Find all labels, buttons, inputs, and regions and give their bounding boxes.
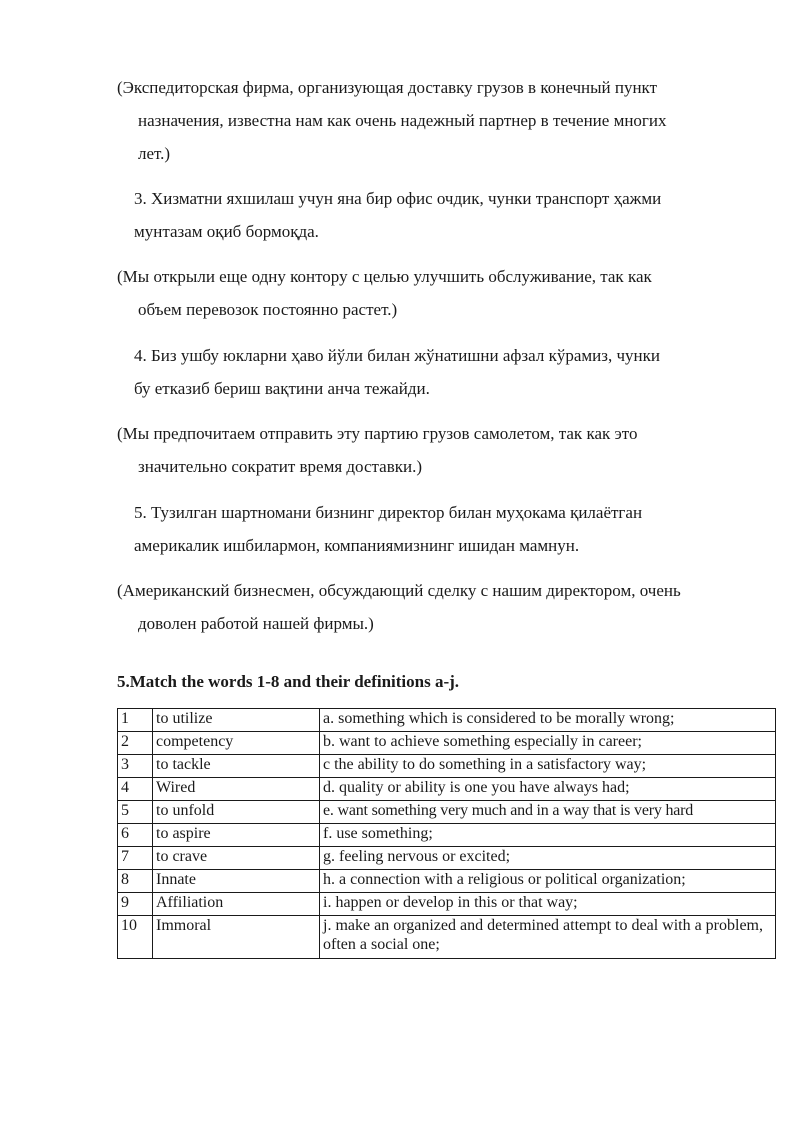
term-cell: competency <box>153 732 320 755</box>
term-cell: Innate <box>153 870 320 893</box>
table-row <box>118 709 776 732</box>
text-line: доволен работой нашей фирмы.) <box>138 614 374 633</box>
row-number: 9 <box>118 893 153 916</box>
text-line: 3. Хизматни яхшилаш учун яна бир офис очдик, чунки транспорт ҳажми <box>134 189 662 208</box>
table-row <box>118 847 776 870</box>
definition-cell: h. a connection with a religious or political organization; <box>320 870 776 893</box>
definition-cell: b. want to achieve something especially in career; <box>320 732 776 755</box>
table-row <box>118 870 776 893</box>
definition-cell: c the ability to do something in a satisfactory way; <box>320 755 776 778</box>
table-row <box>118 778 776 801</box>
term-cell: Affiliation <box>153 893 320 916</box>
text-line: 5. Тузилган шартномани бизнинг директор билан муҳокама қилаётган <box>134 503 643 522</box>
term-cell: Wired <box>153 778 320 801</box>
text-line: (Мы открыли еще одну контору с целью улучшить обслуживание, так как <box>117 267 652 286</box>
table-row <box>118 893 776 916</box>
row-number: 8 <box>118 870 153 893</box>
table-row <box>118 824 776 847</box>
text-line: (Экспедиторская фирма, организующая доставку грузов в конечный пункт <box>117 78 658 97</box>
row-number: 7 <box>118 847 153 870</box>
row-number: 4 <box>118 778 153 801</box>
row-number: 5 <box>118 801 153 824</box>
row-number: 2 <box>118 732 153 755</box>
table-row <box>118 755 776 778</box>
row-number: 1 <box>118 709 153 732</box>
term-cell: to utilize <box>153 709 320 732</box>
term-cell: to aspire <box>153 824 320 847</box>
definition-cell: a. something which is considered to be morally wrong; <box>320 709 776 732</box>
row-number: 10 <box>118 916 153 959</box>
exercise-heading: 5.Match the words 1-8 and their definitions a-j. <box>117 672 460 691</box>
definition-cell: d. quality or ability is one you have always had; <box>320 778 776 801</box>
definition-cell: e. want something very much and in a way that is very hard <box>320 801 776 824</box>
text-line: назначения, известна нам как очень надежный партнер в течение многих <box>138 111 667 130</box>
text-line: америкалик ишбилармон, компаниямизнинг ишидан мамнун. <box>134 536 580 555</box>
term-cell: Immoral <box>153 916 320 959</box>
text-line: объем перевозок постоянно растет.) <box>138 300 398 319</box>
definition-cell: f. use something; <box>320 824 776 847</box>
definition-cell: j. make an organized and determined attempt to deal with a problem, often a social one; <box>320 916 776 959</box>
term-cell: to tackle <box>153 755 320 778</box>
text-line: (Мы предпочитаем отправить эту партию грузов самолетом, так как это <box>117 424 638 443</box>
row-number: 6 <box>118 824 153 847</box>
text-line: 4. Биз ушбу юкларни ҳаво йўли билан жўнатишни афзал кўрамиз, чунки <box>134 346 660 365</box>
table-row <box>118 916 776 959</box>
text-line: лет.) <box>138 144 171 163</box>
table-row <box>118 801 776 824</box>
text-line: (Американский бизнесмен, обсуждающий сделку с нашим директором, очень <box>117 581 681 600</box>
row-number: 3 <box>118 755 153 778</box>
table-row <box>118 732 776 755</box>
definition-cell: g. feeling nervous or excited; <box>320 847 776 870</box>
text-line: мунтазам оқиб бормоқда. <box>134 222 319 241</box>
text-line: значительно сократит время доставки.) <box>138 457 422 476</box>
term-cell: to crave <box>153 847 320 870</box>
definition-cell: i. happen or develop in this or that way; <box>320 893 776 916</box>
term-cell: to unfold <box>153 801 320 824</box>
matching-table <box>117 708 776 959</box>
text-line: бу етказиб бериш вақтини анча тежайди. <box>134 379 430 398</box>
